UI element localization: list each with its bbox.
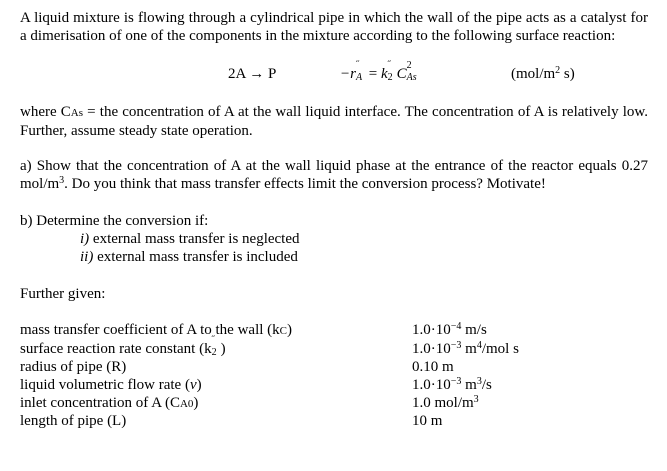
intro-paragraph: A liquid mixture is flowing through a cylindrical pipe in which the wall of the pipe acts as a catalyst for a dimerisation of one of the components in the mixture according to the following surface reaction:	[20, 10, 648, 44]
given-label: radius of pipe (R)	[20, 359, 127, 375]
rate-constant: k	[380, 66, 388, 82]
given-value: $1.0\cdot 10^{-3}$ $m^3/s$	[412, 376, 492, 393]
question-a: a) Show that the concentration of A at the wall liquid phase at the entrance of the reactor equals 0.27 mol/$m^3$. Do you think that mass transfer effects limit the conversion process? Motivate!	[20, 158, 648, 192]
given-label: mass transfer coefficient of A to the wall (kC)	[20, 322, 292, 338]
given-value: $1.0\cdot 10^{-4}$ m/s	[412, 321, 487, 338]
question-b-title: b) Determine the conversion if:	[20, 213, 209, 229]
rate-lhs-index: ˝ A	[355, 60, 363, 83]
where-paragraph: where CAs = the concentration of A at the wall liquid interface. The concentration of A is relatively low. Further, assume steady state operation.	[20, 104, 648, 139]
rate-concentration-index: 2 As	[406, 60, 417, 83]
rate-constant-index: ˝ 2	[387, 60, 393, 83]
given-label: length of pipe (L)	[20, 413, 127, 429]
rate-concentration: C	[396, 66, 407, 82]
question-b-item: ii) external mass transfer is included	[80, 249, 298, 265]
further-given-heading: Further given:	[20, 286, 106, 302]
given-value: 1.0 mol/$m^3$	[412, 394, 479, 411]
given-label: surface reaction rate constant (k ˝ 2 )	[20, 335, 226, 358]
given-label: inlet concentration of A (CA0)	[20, 395, 199, 411]
where-subscript: As	[70, 107, 84, 119]
rate-units: ($mol/m^2$ s)	[511, 65, 575, 82]
given-label: liquid volumetric flow rate (v)	[20, 377, 202, 393]
rate-expression: −r ˝ A = k ˝ 2 C 2 As	[340, 65, 421, 83]
question-b-item: i) external mass transfer is neglected	[80, 231, 300, 247]
reaction-equation: 2A → P	[228, 66, 277, 82]
given-value: 10 m	[412, 413, 443, 429]
rate-lhs: −r	[340, 66, 356, 82]
given-value: $1.0\cdot 10^{-3}$ $m^4$/mol s	[412, 340, 519, 357]
given-value: 0.10 m	[412, 359, 454, 375]
